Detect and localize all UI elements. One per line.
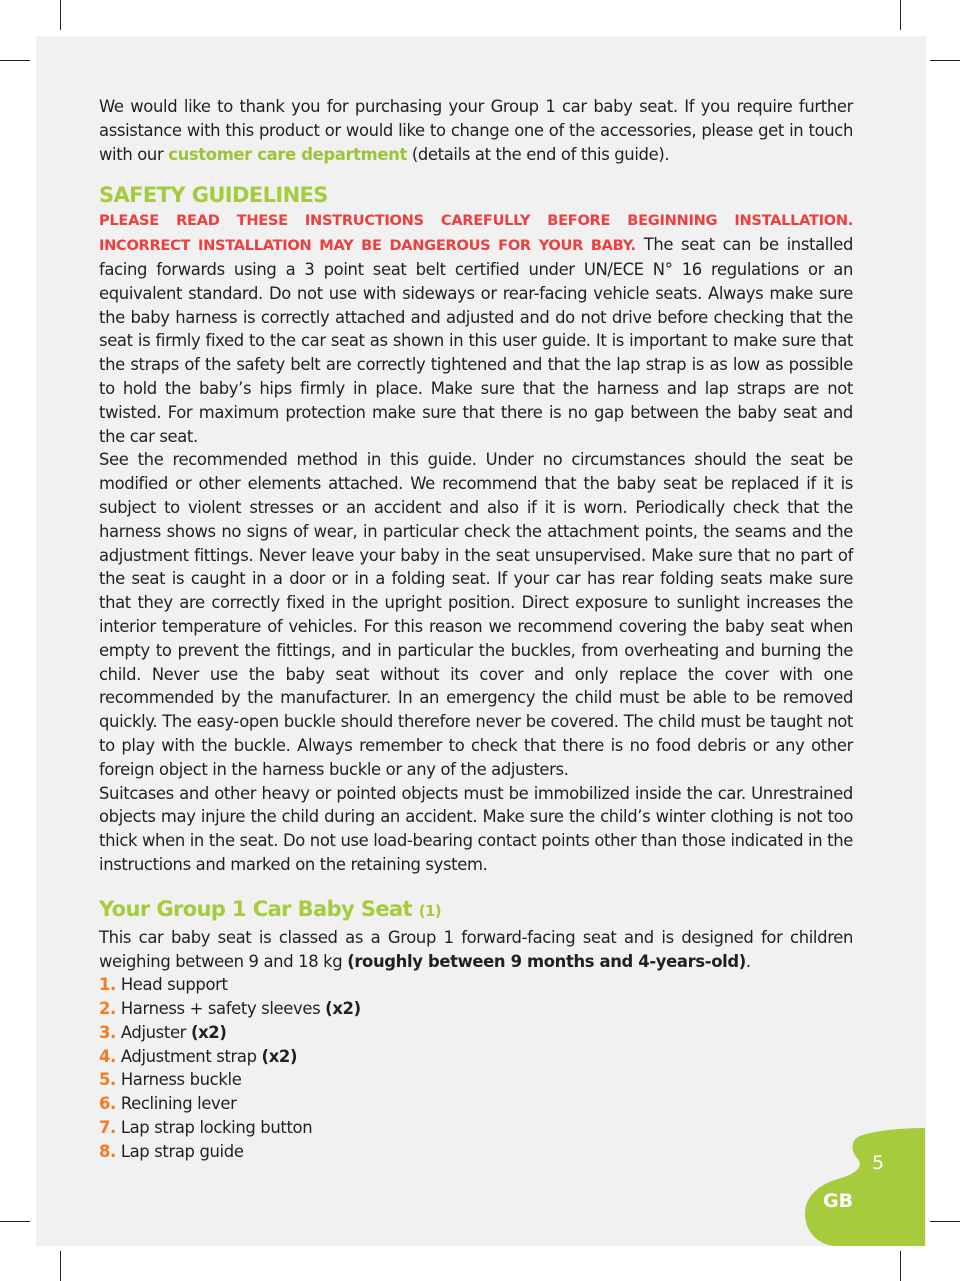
crop-mark: [60, 0, 61, 30]
group-heading-ref: (1): [418, 901, 442, 920]
safety-paragraph-2: See the recommended method in this guide. Under no circumstances should the seat be modified or other elements attached. We recommend that the baby seat be replaced if it is subject to violent stresses or an accident and also if it is worn. Periodically check that the harness shows no signs of wear, in particular check the attachment points, the seams and the adjustment fittings. Never leave your baby in the seat unsupervised. Make sure that no part of the seat is caught in a door or in a folding seat. If your car has rear folding seats make sure that they are correctly fixed in the upright position. Direct exposure to sunlight increases the interior temperature of vehicles. For this reason we recommend covering the baby seat when empty to prevent the fittings, and in particular the buckles, from overheating and burning the child. Never use the baby seat without its cover and only replace the cover with one recommended by the manufacturer. In an emergency the child must be able to be removed quickly. The easy-open buckle should therefore never be covered. The child must be taught not to play with the buckle. Always remember to check that there is no food debris or any other foreign object in the harness buckle or any of the adjusters.: [99, 450, 853, 779]
group-intro-text: This car baby seat is classed as a Group 1 forward-facing seat and is designed for children weighing between 9 and 18 kg: [99, 927, 853, 971]
page-number: 5: [872, 1152, 885, 1174]
group-heading-text: Your Group 1 Car Baby Seat: [99, 896, 412, 921]
item-number: 6.: [99, 1094, 116, 1114]
item-number: 5.: [99, 1070, 116, 1090]
safety-text-1: The seat can be installed facing forwards using a 3 point seat belt certified under UN/ECE N° 16 regulations or an equivalent standard. Do not use with sideways or rear-facing vehicle seats. Always make sure the baby harness is correctly attached and adjusted and do not drive before checking that the seat is firmly fixed to the car seat as shown in this user guide. It is important to make sure that the straps of the safety belt are correctly tightened and that the lap strap is as low as possible to hold the baby’s hips firmly in place. Make sure that the harness and lap straps are not twisted. For maximum protection make sure that there is no gap between the baby seat and the car seat.: [99, 235, 854, 446]
group-intro: [99, 926, 853, 974]
item-qty: (x2): [261, 1046, 298, 1066]
crop-mark: [0, 1221, 30, 1222]
item-qty: (x2): [190, 1022, 227, 1042]
list-item: [99, 1068, 853, 1092]
group-intro-end: .: [745, 951, 751, 971]
list-item: [99, 1045, 853, 1069]
item-label: Adjustment strap: [120, 1046, 262, 1066]
item-label: Reclining lever: [120, 1094, 237, 1114]
page-content: [99, 95, 853, 1164]
group-heading: [99, 894, 853, 926]
intro-text: We would like to thank you for purchasing your Group 1 car baby seat. If you require further assistance with this product or would like to change one of the accessories, please get in touch with our: [99, 97, 853, 164]
safety-paragraph-3: Suitcases and other heavy or pointed objects must be immobilized inside the car. Unrestrained objects may injure the child during an accident. Make sure the child’s winter clothing is not too thick when in the seat. Do not use load-bearing contact points other than those indicated in the instructions and marked on the retaining system.: [99, 783, 853, 874]
item-number: 8.: [99, 1141, 116, 1161]
safety-warning: PLEASE READ THESE INSTRUCTIONS CAREFULLY BEFORE BEGINNING INSTALLATION. INCORRECT INSTALLATION MAY BE DANGEROUS FOR YOUR BABY.: [99, 212, 853, 255]
intro-text-end: (details at the end of this guide).: [406, 144, 670, 164]
item-qty: (x2): [325, 999, 361, 1019]
parts-list: [99, 973, 853, 1163]
crop-mark: [900, 0, 901, 30]
item-label: Harness buckle: [120, 1070, 242, 1090]
group-intro-age: (roughly between 9 months and 4-years-old): [347, 951, 746, 971]
safety-heading: SAFETY GUIDELINES: [99, 183, 328, 208]
crop-mark: [930, 60, 960, 61]
crop-mark: [60, 1251, 61, 1281]
item-label: Lap strap guide: [120, 1141, 244, 1161]
item-label: Adjuster: [120, 1022, 191, 1042]
list-item: [99, 1021, 853, 1045]
intro-paragraph: [99, 95, 853, 166]
item-number: 3.: [99, 1022, 116, 1042]
safety-paragraph-1: [99, 208, 853, 448]
list-item: [99, 997, 853, 1021]
crop-mark: [0, 60, 30, 61]
item-number: 7.: [99, 1118, 116, 1138]
list-item: [99, 973, 853, 997]
crop-mark: [930, 1221, 960, 1222]
list-item: [99, 1140, 853, 1164]
item-number: 2.: [99, 999, 116, 1019]
list-item: [99, 1092, 853, 1116]
item-number: 4.: [99, 1046, 116, 1066]
list-item: [99, 1116, 853, 1140]
language-tag: GB: [823, 1190, 854, 1212]
corner-blob-icon: [805, 1128, 925, 1246]
crop-mark: [900, 1251, 901, 1281]
item-label: Lap strap locking button: [120, 1118, 313, 1138]
item-label: Head support: [120, 975, 228, 995]
customer-care-link: customer care department: [168, 144, 407, 164]
item-number: 1.: [99, 975, 116, 995]
item-label: Harness + safety sleeves: [120, 999, 326, 1019]
